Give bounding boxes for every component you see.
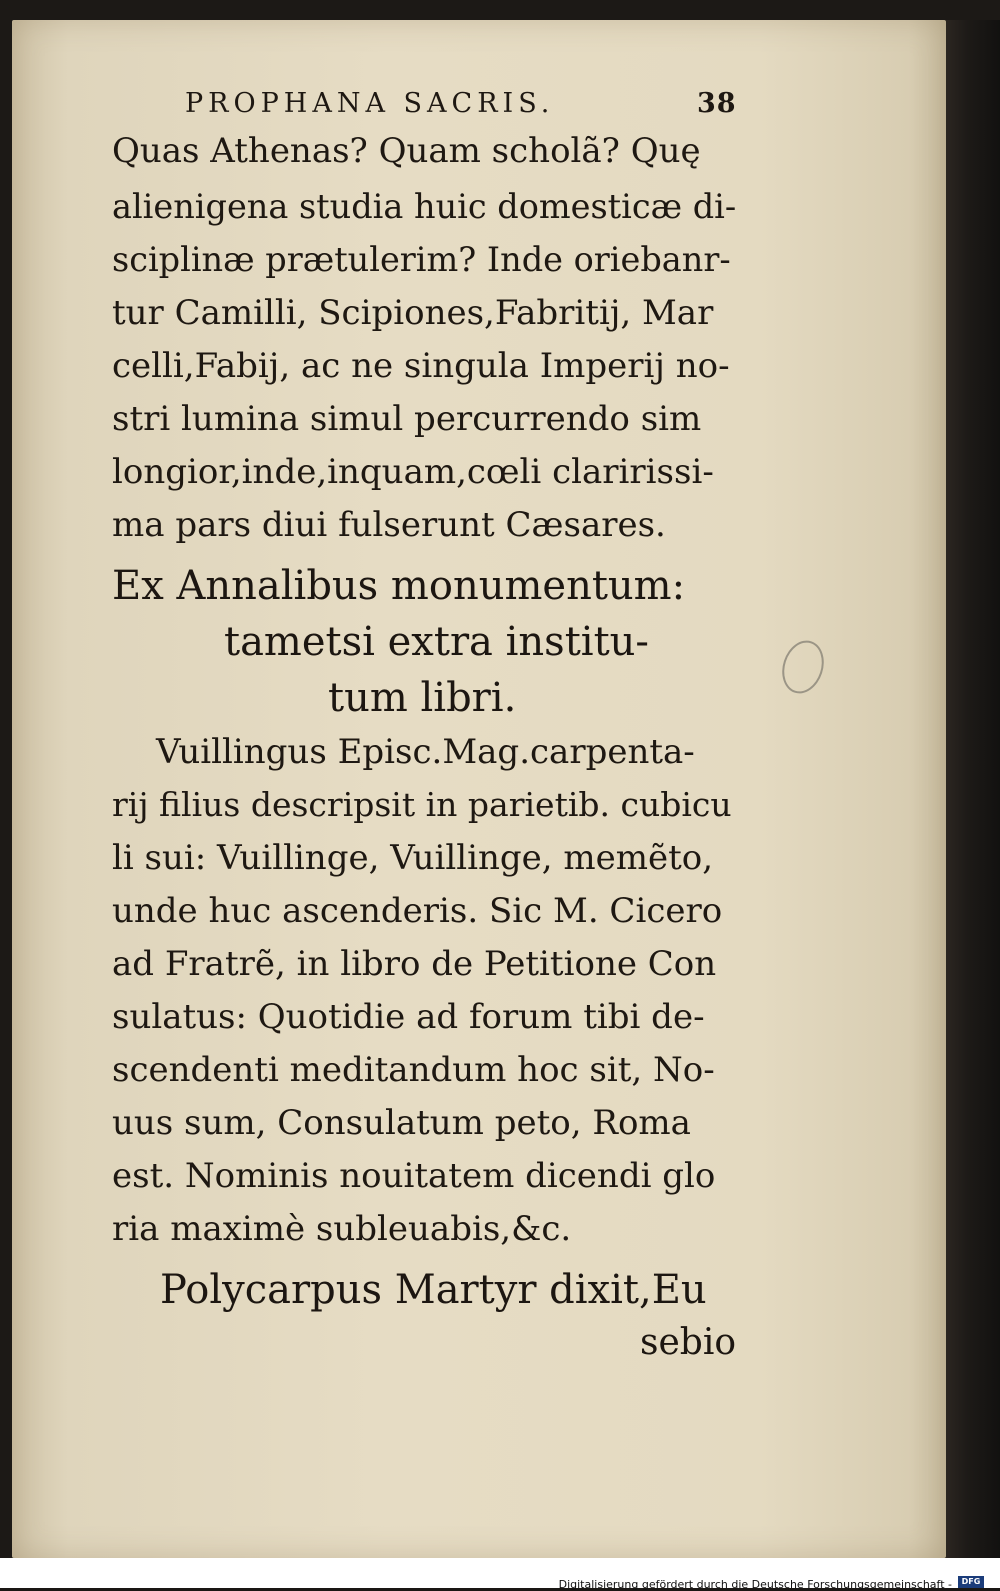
text-line: celli,Fabij, ac ne singula Imperij no- [112, 346, 730, 386]
text-line: uus sum, Consulatum peto, Roma [112, 1103, 691, 1143]
binding-edge [946, 20, 1000, 1558]
text-line: tur Camilli, Scipiones,Fabritij, Mar [112, 293, 714, 333]
closing-heading-line: Polycarpus Martyr dixit,Eu [160, 1267, 707, 1313]
text-line: stri lumina simul percurrendo sim [112, 399, 702, 439]
section-heading-line: Ex Annalibus monumentum: [112, 563, 686, 609]
text-line: alienigena studia huic domesticæ di- [112, 187, 737, 226]
text-line: ma pars diui fulserunt Cæsares. [112, 505, 666, 545]
text-line: li sui: Vuillinge, Vuillinge, memẽto, [112, 838, 714, 878]
text-line: ad Fratrẽ, in libro de Petitione Con [112, 944, 717, 984]
text-line: est. Nominis nouitatem dicendi glo [112, 1156, 716, 1196]
text-line: scendenti meditandum hoc sit, No- [112, 1050, 715, 1090]
running-head-title: PROPHANA SACRIS. [185, 88, 555, 119]
section-heading-line: tametsi extra institu- [224, 619, 649, 665]
text-line: Quas Athenas? Quam scholã? Quę [112, 131, 701, 171]
text-line: rij filius descripsit in parietib. cubicu [112, 785, 732, 824]
dfg-logo: DFG [958, 1576, 984, 1588]
running-head [185, 88, 745, 119]
text-line: sulatus: Quotidie ad forum tibi de- [112, 997, 705, 1037]
text-line: Vuillingus Episc.Mag.carpenta- [156, 732, 695, 772]
text-line: longior,inde,inquam,cœli claririssi- [112, 452, 714, 492]
text-line: ria maximè subleuabis,&c. [112, 1209, 572, 1249]
text-line: sciplinæ prætulerim? Inde oriebanr- [112, 240, 731, 279]
catchword: sebio [640, 1322, 737, 1363]
section-heading-line: tum libri. [328, 675, 517, 721]
digitization-credit: Digitalisierung gefördert durch die Deutsche Forschungsgemeinschaft - [558, 1578, 952, 1591]
page-number: 38 [697, 88, 737, 119]
text-line: unde huc ascenderis. Sic M. Cicero [112, 891, 723, 931]
